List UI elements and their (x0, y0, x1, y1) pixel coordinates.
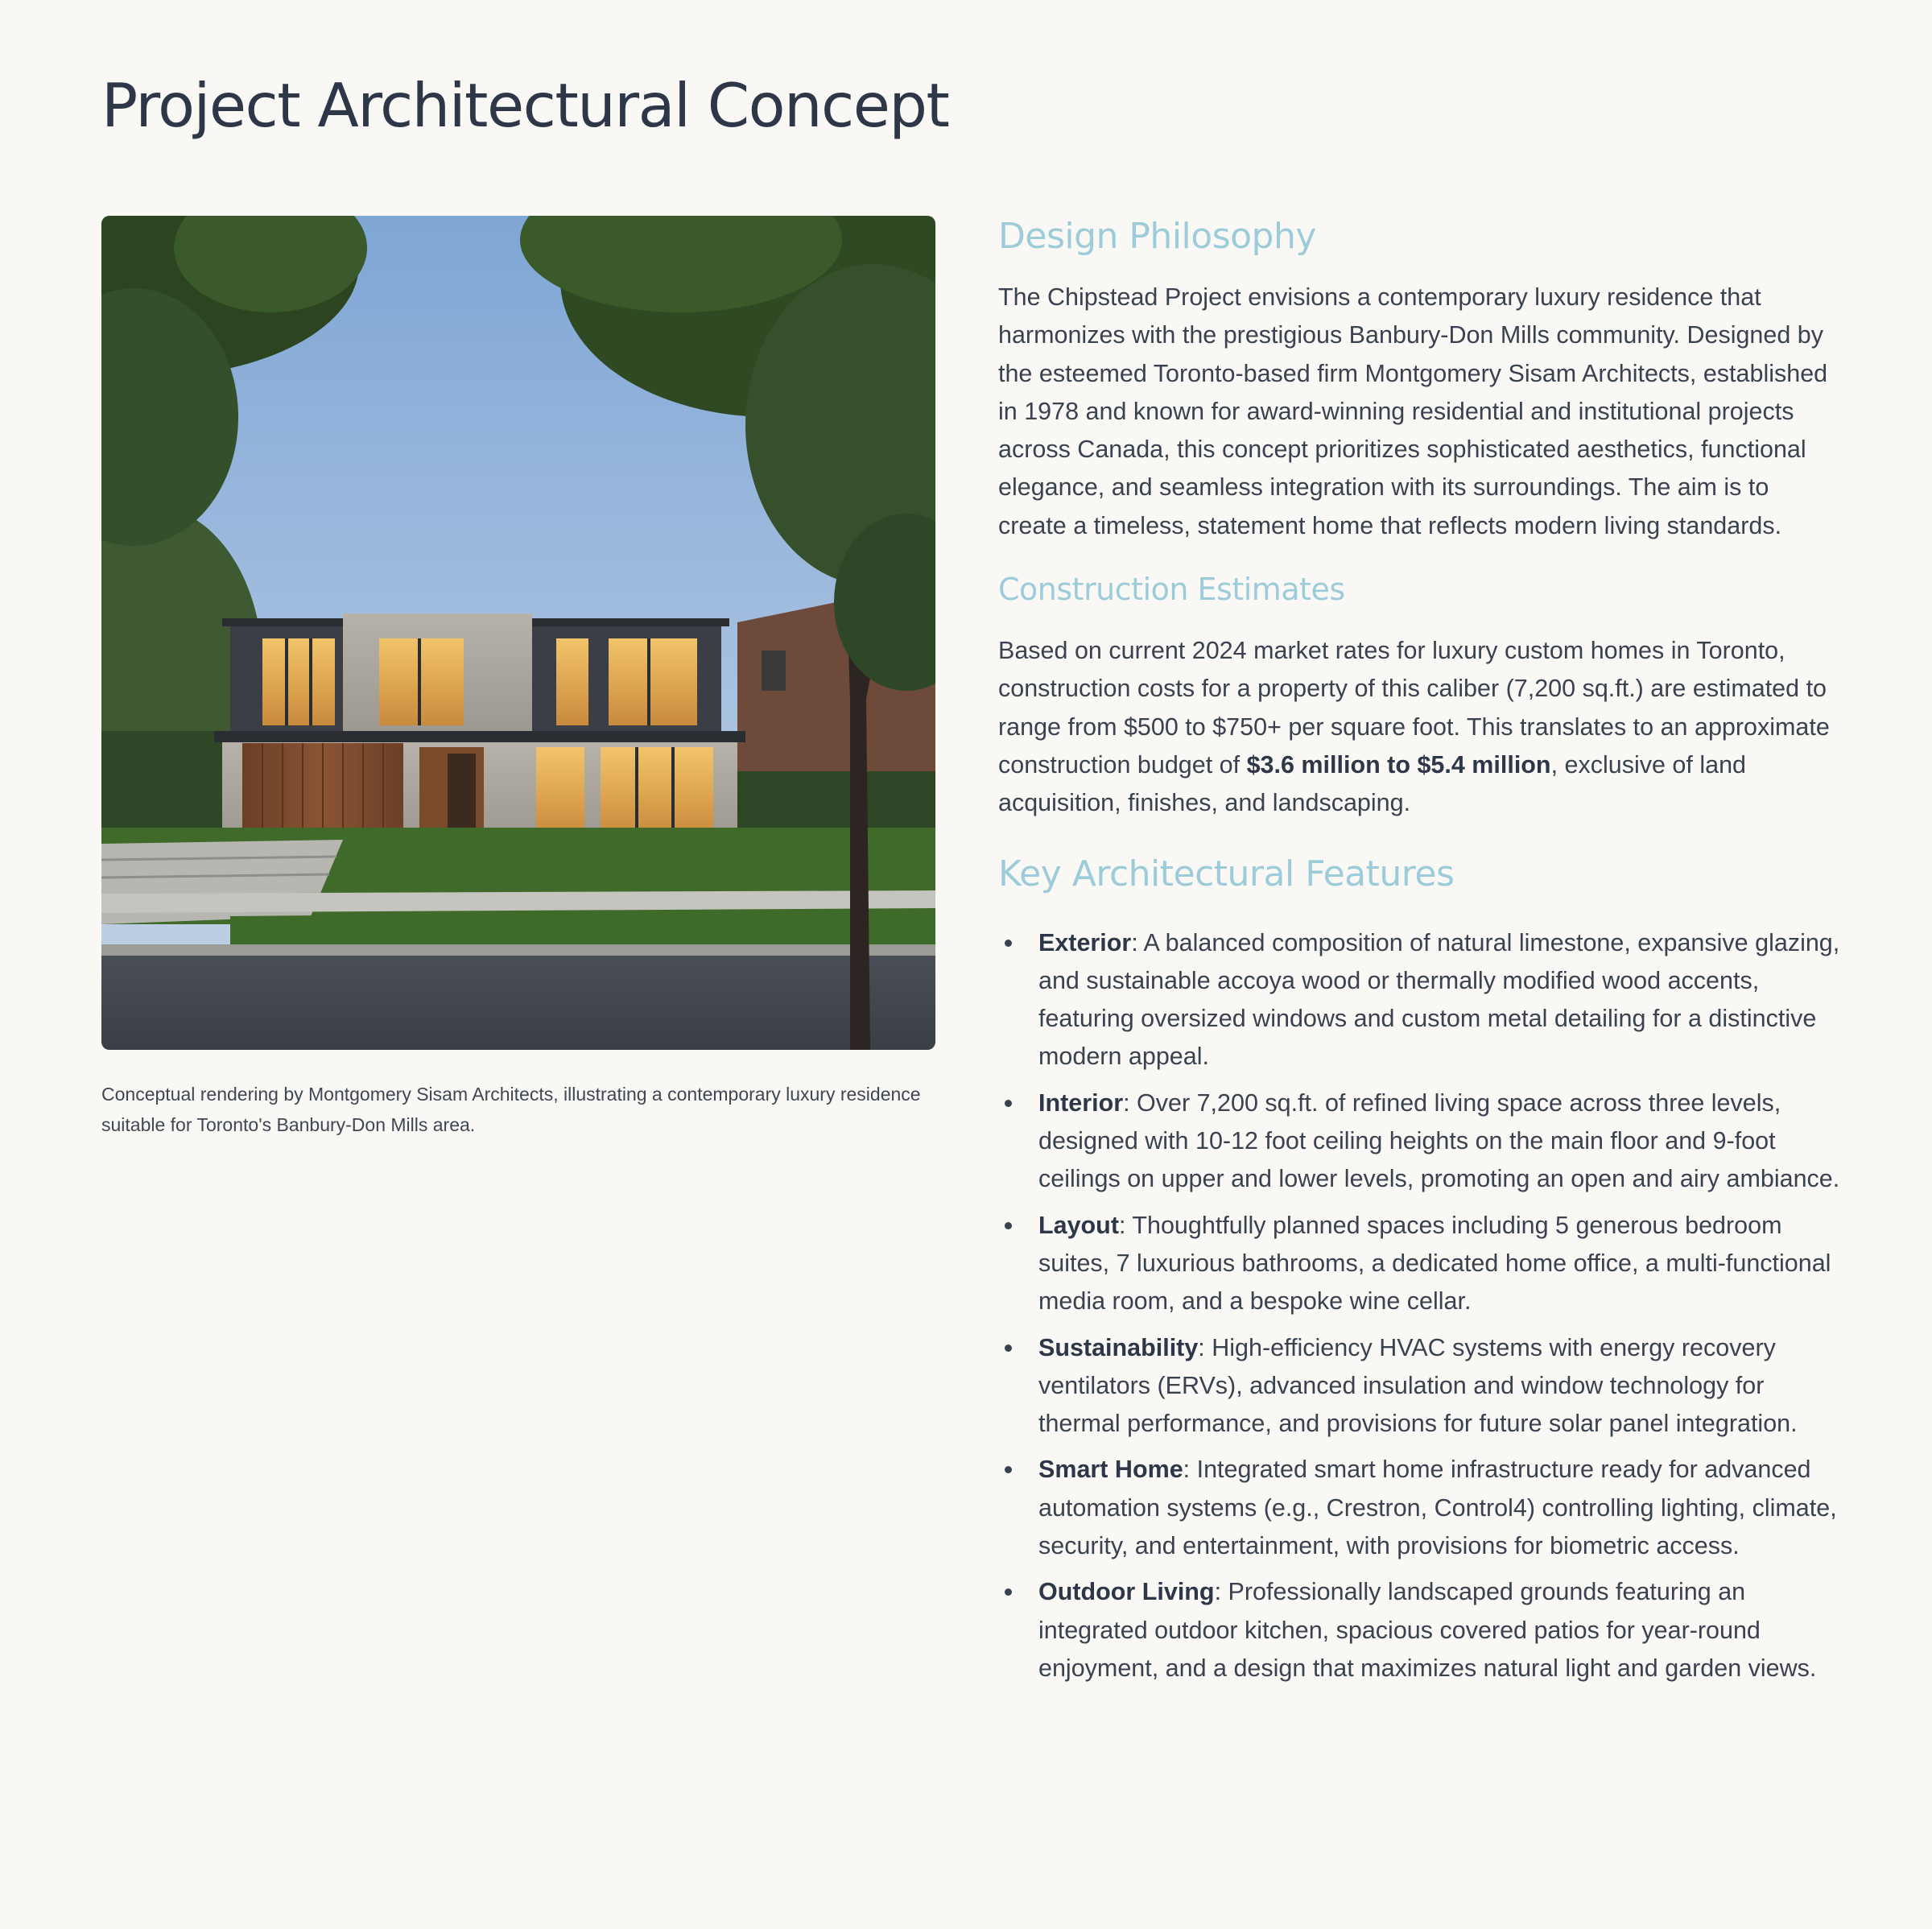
feature-outdoor-living (998, 1573, 1840, 1687)
feature-label: Layout (1038, 1211, 1119, 1239)
feature-smart-home (998, 1451, 1840, 1565)
image-caption: Conceptual rendering by Montgomery Sisam Architects, illustrating a contemporary luxury residence suitable for Toronto's Banbury-Don Mills area. (101, 1084, 921, 1135)
features-list (998, 924, 1840, 1688)
feature-label: Sustainability (1038, 1333, 1199, 1361)
feature-text: : Over 7,200 sq.ft. of refined living space across three levels, designed with 10-12 foot ceiling heights on the main floor and 9-foot ceilings on upper and lower levels, promoting an open and airy ambiance. (1038, 1088, 1840, 1193)
design-philosophy-text: The Chipstead Project envisions a contemporary luxury residence that harmonizes with the prestigious Banbury-Don Mills community. Designed by the esteemed Toronto-based firm Montgomery Sisam Architects, established in 1978 and known for award-winning residential and institutional projects across Canada, this concept prioritizes sophisticated aesthetics, functional elegance, and seamless integration with its surroundings. The aim is to create a timeless, statement home that reflects modern living standards. (998, 283, 1828, 539)
bullet-icon (1005, 940, 1012, 947)
page-title: Project Architectural Concept (101, 70, 949, 141)
house-rendering-image (101, 216, 935, 1050)
key-features-heading: Key Architectural Features (998, 853, 1455, 894)
bullet-icon (1005, 1100, 1012, 1107)
feature-label: Exterior (1038, 928, 1132, 956)
feature-interior (998, 1084, 1840, 1199)
feature-sustainability (998, 1329, 1840, 1444)
feature-layout (998, 1207, 1840, 1321)
bullet-icon (1005, 1222, 1012, 1229)
content-column (998, 211, 1840, 1696)
feature-label: Interior (1038, 1088, 1124, 1117)
estimates-text-before: Based on current 2024 market rates for luxury custom homes in Toronto, construction costs for a property of this caliber (7,200 sq.ft.) are estimated to range from $500 to $750+ per square foot. This translates to an approximate construction budget of (998, 637, 1830, 779)
feature-text: : High-efficiency HVAC systems with energy recovery ventilators (ERVs), advanced insulation and window technology for thermal performance, and provisions for future solar panel integration. (1038, 1333, 1798, 1438)
construction-estimates-text (998, 632, 1840, 822)
bullet-icon (1005, 1466, 1012, 1473)
design-philosophy-heading: Design Philosophy (998, 216, 1316, 257)
feature-text: : Integrated smart home infrastructure ready for advanced automation systems (e.g., Crestron, Control4) controlling lighting, climate, security, and entertainment, with provisions for biometric access. (1038, 1456, 1837, 1560)
feature-label: Outdoor Living (1038, 1578, 1215, 1606)
budget-range: $3.6 million to $5.4 million (1246, 750, 1551, 779)
estimates-text-after: , exclusive of land acquisition, finishes, and landscaping. (998, 750, 1746, 817)
feature-exterior (998, 924, 1840, 1076)
feature-text: : Thoughtfully planned spaces including 5 generous bedroom suites, 7 luxurious bathrooms, a dedicated home office, a multi-functional media room, and a bespoke wine cellar. (1038, 1211, 1831, 1316)
concept-figure (101, 216, 935, 1159)
feature-label: Smart Home (1038, 1456, 1183, 1484)
construction-estimates-heading: Construction Estimates (998, 572, 1345, 608)
bullet-icon (1005, 1588, 1012, 1596)
feature-text: : Professionally landscaped grounds featuring an integrated outdoor kitchen, spacious covered patios for year-round enjoyment, and a design that maximizes natural light and garden views. (1038, 1578, 1817, 1682)
feature-text: : A balanced composition of natural limestone, expansive glazing, and sustainable accoya wood or thermally modified wood accents, featuring oversized windows and custom metal detailing for a distinctive modern appeal. (1038, 928, 1840, 1071)
bullet-icon (1005, 1345, 1012, 1352)
